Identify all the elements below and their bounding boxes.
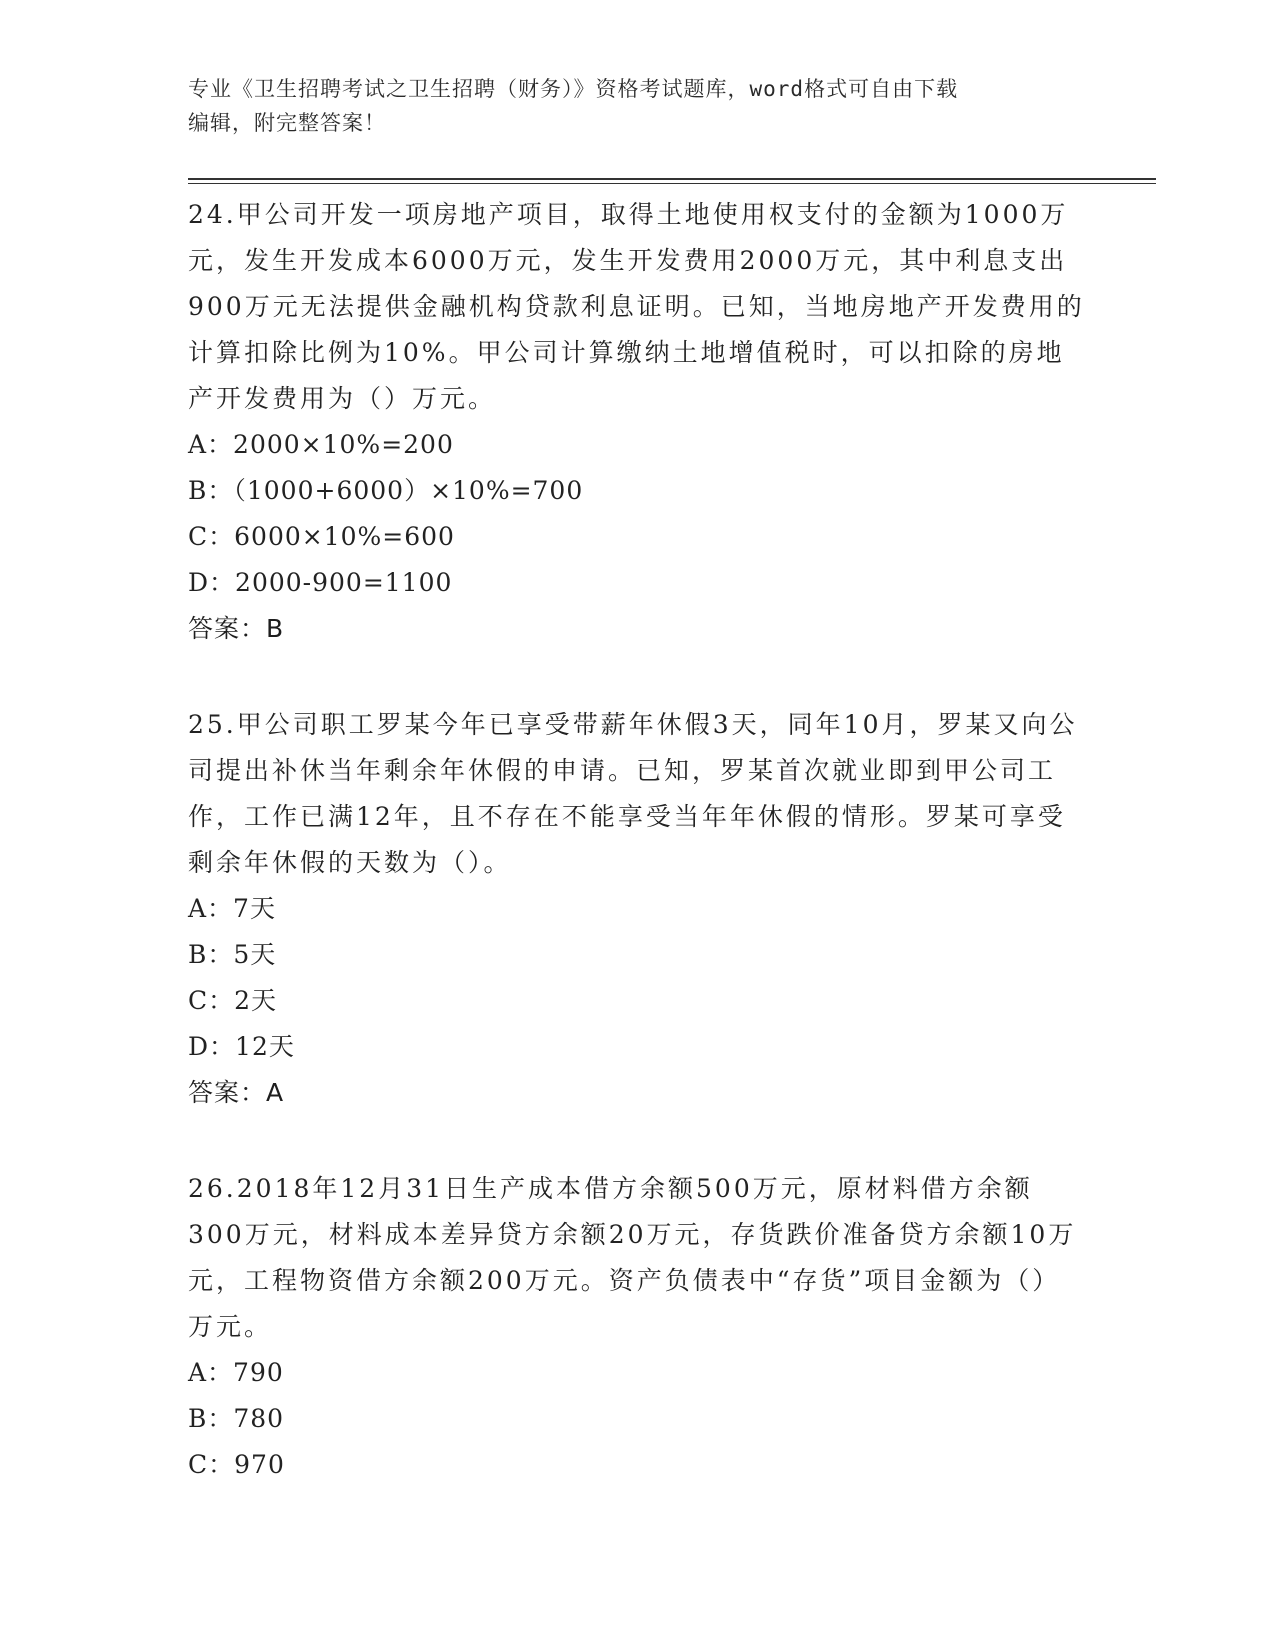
header-line-1: 专业《卫生招聘考试之卫生招聘（财务）》资格考试题库，word格式可自由下载 — [188, 77, 959, 101]
option-b: B：5天 — [188, 940, 277, 969]
question-24 — [188, 190, 1088, 652]
question-25 — [188, 700, 1088, 1116]
question-text: 25.甲公司职工罗某今年已享受带薪年休假3天，同年10月，罗某又向公司提出补休当年剩余年休假的申请。已知，罗某首次就业即到甲公司工作，工作已满12年，且不存在不能享受当年年休假的情形。罗某可享受剩余年休假的天数为（）。 — [188, 710, 1078, 877]
question-text: 24.甲公司开发一项房地产项目，取得土地使用权支付的金额为1000万元，发生开发成本6000万元，发生开发费用2000万元，其中利息支出900万元无法提供金融机构贷款利息证明。已知，当地房地产开发费用的计算扣除比例为10%。甲公司计算缴纳土地增值税时，可以扣除的房地产开发费用为（）万元。 — [188, 200, 1085, 413]
option-c: C：2天 — [188, 986, 278, 1015]
option-d: D：12天 — [188, 1032, 295, 1061]
question-text: 26.2018年12月31日生产成本借方余额500万元，原材料借方余额300万元，材料成本差异贷方余额20万元，存货跌价准备贷方余额10万元，工程物资借方余额200万元。资产负债表中“存货”项目金额为（）万元。 — [188, 1174, 1077, 1341]
option-a: A：7天 — [188, 894, 276, 923]
question-spacer — [188, 652, 1088, 700]
answer: 答案：B — [188, 614, 285, 643]
header-divider-thin — [188, 183, 1156, 184]
option-c: C：6000×10%=600 — [188, 522, 455, 551]
question-spacer — [188, 1116, 1088, 1164]
question-list — [188, 190, 1088, 1488]
option-b: B：（1000+6000）×10%=700 — [188, 476, 584, 505]
document-header — [188, 72, 1068, 140]
header-divider-thick — [188, 178, 1156, 180]
option-a: A：790 — [188, 1358, 284, 1387]
answer: 答案：A — [188, 1078, 285, 1107]
question-26 — [188, 1164, 1088, 1488]
header-line-2: 编辑，附完整答案！ — [188, 111, 386, 135]
option-d: D：2000-900=1100 — [188, 568, 453, 597]
option-b: B：780 — [188, 1404, 285, 1433]
option-c: C：970 — [188, 1450, 285, 1479]
option-a: A：2000×10%=200 — [188, 430, 454, 459]
